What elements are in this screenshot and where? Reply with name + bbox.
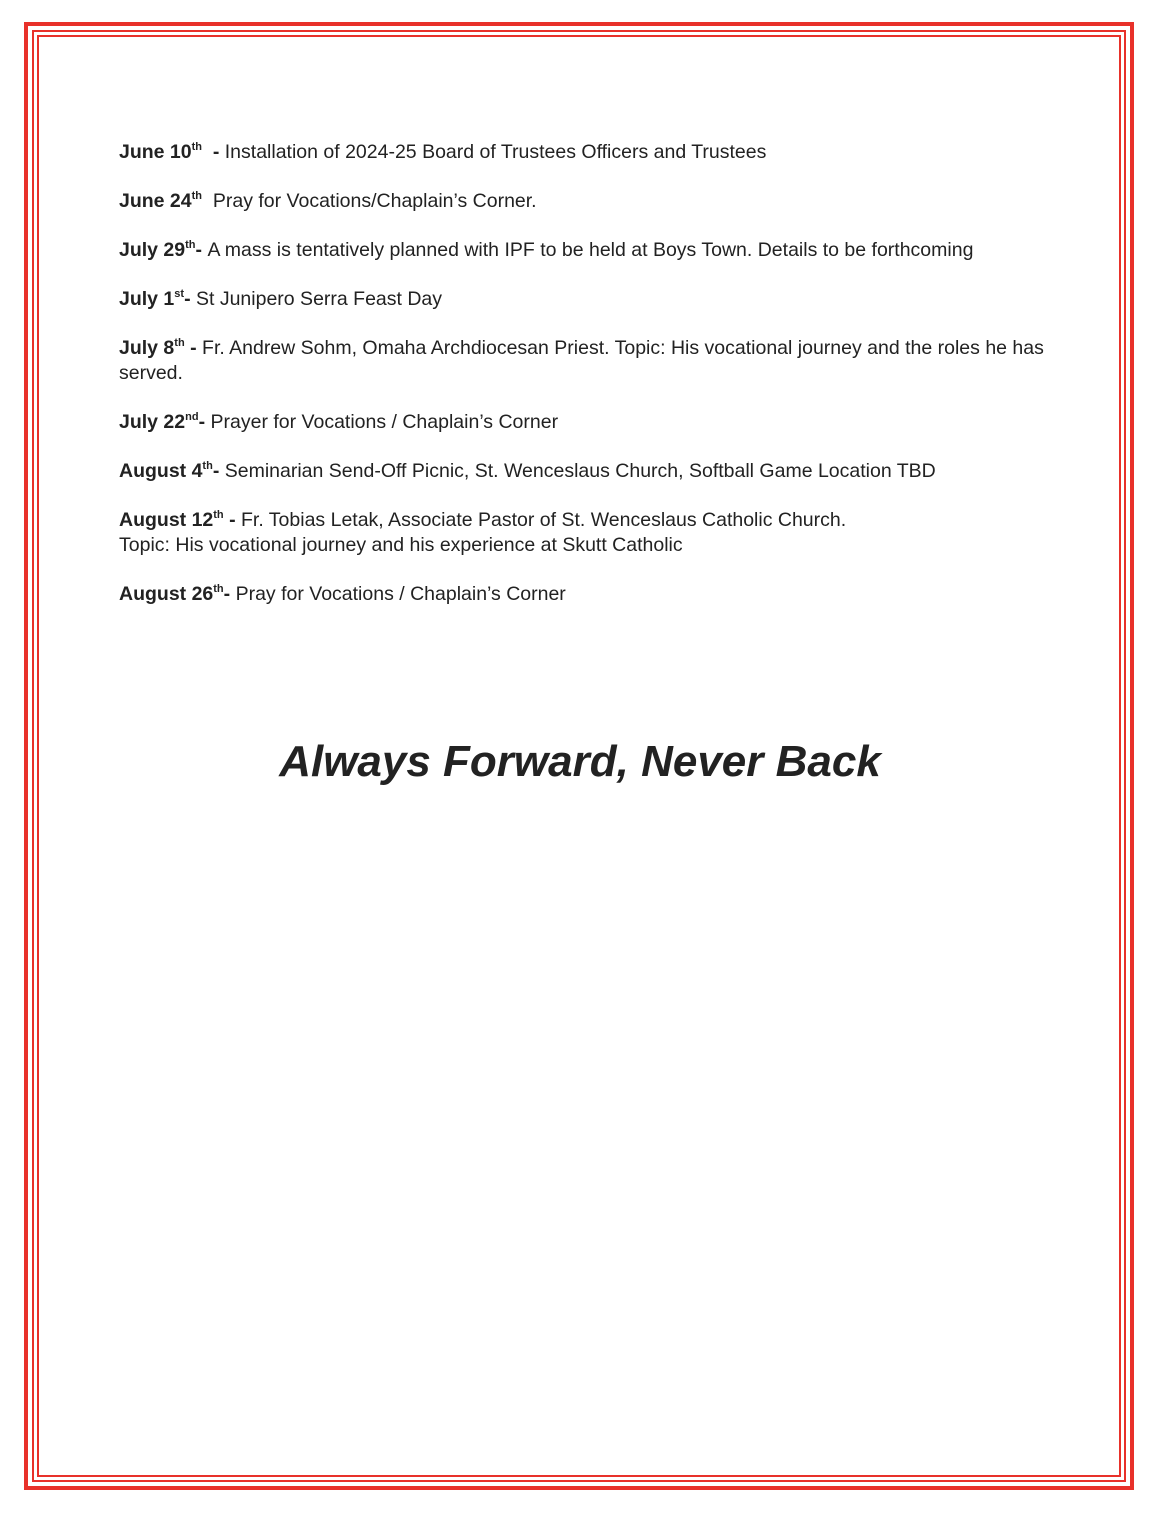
event-entry [119, 508, 1049, 558]
date-suffix: st [174, 288, 185, 300]
motto: Always Forward, Never Back [279, 737, 881, 786]
event-entry [119, 189, 1049, 214]
event-separator: - [184, 337, 203, 359]
event-separator: - [198, 411, 211, 433]
event-date: July 1 [119, 288, 175, 310]
event-entry [119, 410, 1049, 435]
event-entry [119, 287, 1049, 312]
event-separator: - [223, 583, 236, 605]
event-text: A mass is tentatively planned with IPF to be held at Boys Town. Details to be forthcoming [207, 239, 974, 261]
event-text: Seminarian Send-Off Picnic, St. Wenceslaus Church, Softball Game Location TBD [224, 460, 936, 482]
event-text: St Junipero Serra Feast Day [196, 288, 443, 310]
date-suffix: th [174, 337, 185, 349]
date-suffix: th [185, 239, 196, 251]
date-suffix: nd [185, 411, 199, 423]
event-date: July 8 [119, 337, 175, 359]
date-suffix: th [213, 583, 224, 595]
event-text: Pray for Vocations/Chaplain’s Corner. [212, 190, 537, 212]
event-date: August 26 [119, 583, 214, 605]
event-text: Fr. Andrew Sohm, Omaha Archdiocesan Priest. Topic: His vocational journey and the roles he has served. [119, 337, 1044, 384]
event-separator: - [184, 288, 196, 310]
event-text: Pray for Vocations / Chaplain’s Corner [235, 583, 566, 605]
date-suffix: th [191, 141, 203, 153]
event-date: June 10 [119, 141, 192, 163]
event-list [119, 140, 1049, 631]
event-entry [119, 336, 1049, 386]
date-suffix: th [202, 460, 213, 472]
event-separator: - [195, 239, 208, 261]
event-date: July 22 [119, 411, 186, 433]
event-date: August 4 [119, 460, 203, 482]
event-date: July 29 [119, 239, 186, 261]
event-text-line2: Topic: His vocational journey and his experience at Skutt Catholic [119, 534, 683, 556]
event-separator: - [223, 509, 241, 531]
event-date: August 12 [119, 509, 214, 531]
event-text: Fr. Tobias Letak, Associate Pastor of St. Wenceslaus Catholic Church. [241, 509, 847, 531]
event-entry [119, 459, 1049, 484]
date-suffix: th [191, 190, 203, 202]
date-suffix: th [213, 509, 224, 521]
event-separator: - [202, 141, 225, 163]
event-date: June 24 [119, 190, 192, 212]
event-entry [119, 140, 1049, 165]
event-text: Installation of 2024-25 Board of Trustees Officers and Trustees [224, 141, 767, 163]
event-entry [119, 238, 1049, 263]
event-entry [119, 582, 1049, 607]
event-separator: - [212, 460, 225, 482]
event-text: Prayer for Vocations / Chaplain’s Corner [210, 411, 559, 433]
event-separator [202, 190, 213, 212]
